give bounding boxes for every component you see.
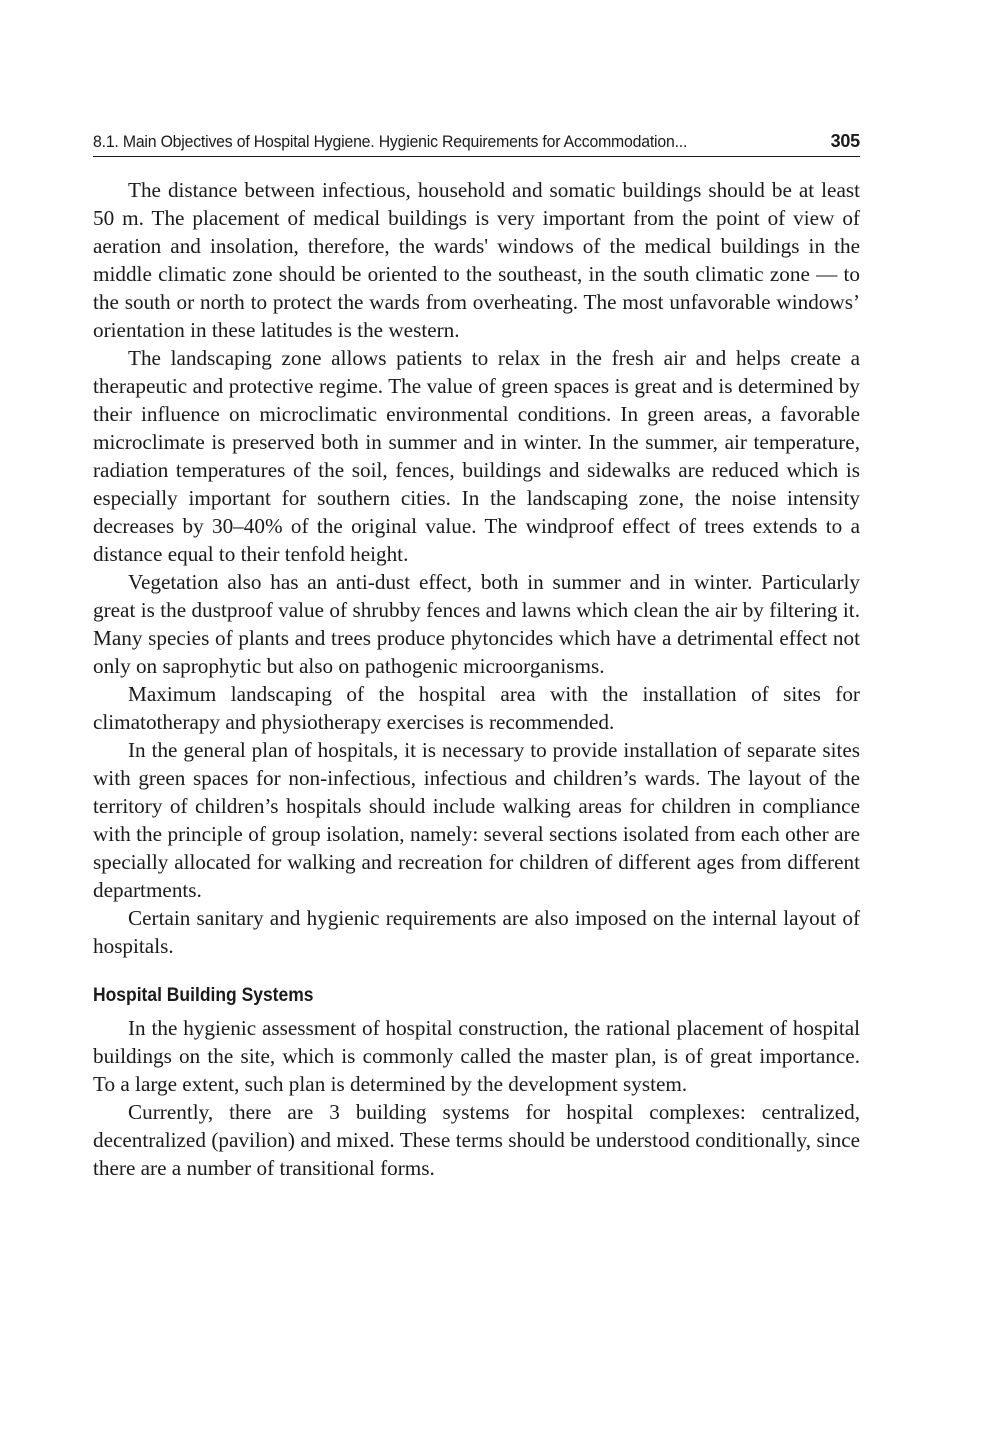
body-text (93, 176, 860, 1182)
paragraph: Maximum landscaping of the hospital area with the installation of sites for climatotherapy and physiotherapy exercises is recommended. (93, 682, 860, 734)
book-page (93, 128, 860, 1182)
paragraph: Certain sanitary and hygienic requirements are also imposed on the internal layout of hospitals. (93, 906, 860, 958)
paragraph: In the general plan of hospitals, it is necessary to provide installation of separate sites with green spaces for non-infectious, infectious and children’s wards. The layout of the territory of children’s hospitals should include walking areas for children in compliance with the principle of group isolation, namely: several sections isolated from each other are specially allocated for walking and recreation for children of different ages from different departments. (93, 738, 860, 902)
running-title: 8.1. Main Objectives of Hospital Hygiene. Hygienic Requirements for Accommodation... (93, 132, 688, 151)
paragraph: The landscaping zone allows patients to relax in the fresh air and helps create a therapeutic and protective regime. The value of green spaces is great and is determined by their influence on microclimatic environmental conditions. In green areas, a favorable microclimate is preserved both in summer and in winter. In the summer, air temperature, radiation temperatures of the soil, fences, buildings and sidewalks are reduced which is especially important for southern cities. In the landscaping zone, the noise intensity decreases by 30–40% of the original value. The windproof effect of trees extends to a distance equal to their tenfold height. (93, 346, 860, 566)
page-number: 305 (830, 131, 860, 151)
paragraph: The distance between infectious, household and somatic buildings should be at least 50 m. The placement of medical buildings is very important from the point of view of aeration and insolation, therefore, the wards' windows of the medical buildings in the middle climatic zone should be oriented to the southeast, in the south climatic zone — to the south or north to protect the wards from overheating. The most unfavorable windows’ orientation in these latitudes is the western. (93, 178, 860, 342)
paragraph: Currently, there are 3 building systems for hospital complexes: centralized, decentralized (pavilion) and mixed. These terms should be understood conditionally, since there are a number of transitional forms. (93, 1100, 860, 1180)
paragraph: In the hygienic assessment of hospital construction, the rational placement of hospital buildings on the site, which is commonly called the master plan, is of great importance. To a large extent, such plan is determined by the development system. (93, 1016, 860, 1096)
section-heading: Hospital Building Systems (93, 985, 314, 1006)
running-header (93, 128, 860, 157)
paragraph: Vegetation also has an anti-dust effect, both in summer and in winter. Particularly great is the dustproof value of shrubby fences and lawns which clean the air by filtering it. Many species of plants and trees produce phytoncides which have a detrimental effect not only on saprophytic but also on pathogenic microorganisms. (93, 570, 860, 678)
